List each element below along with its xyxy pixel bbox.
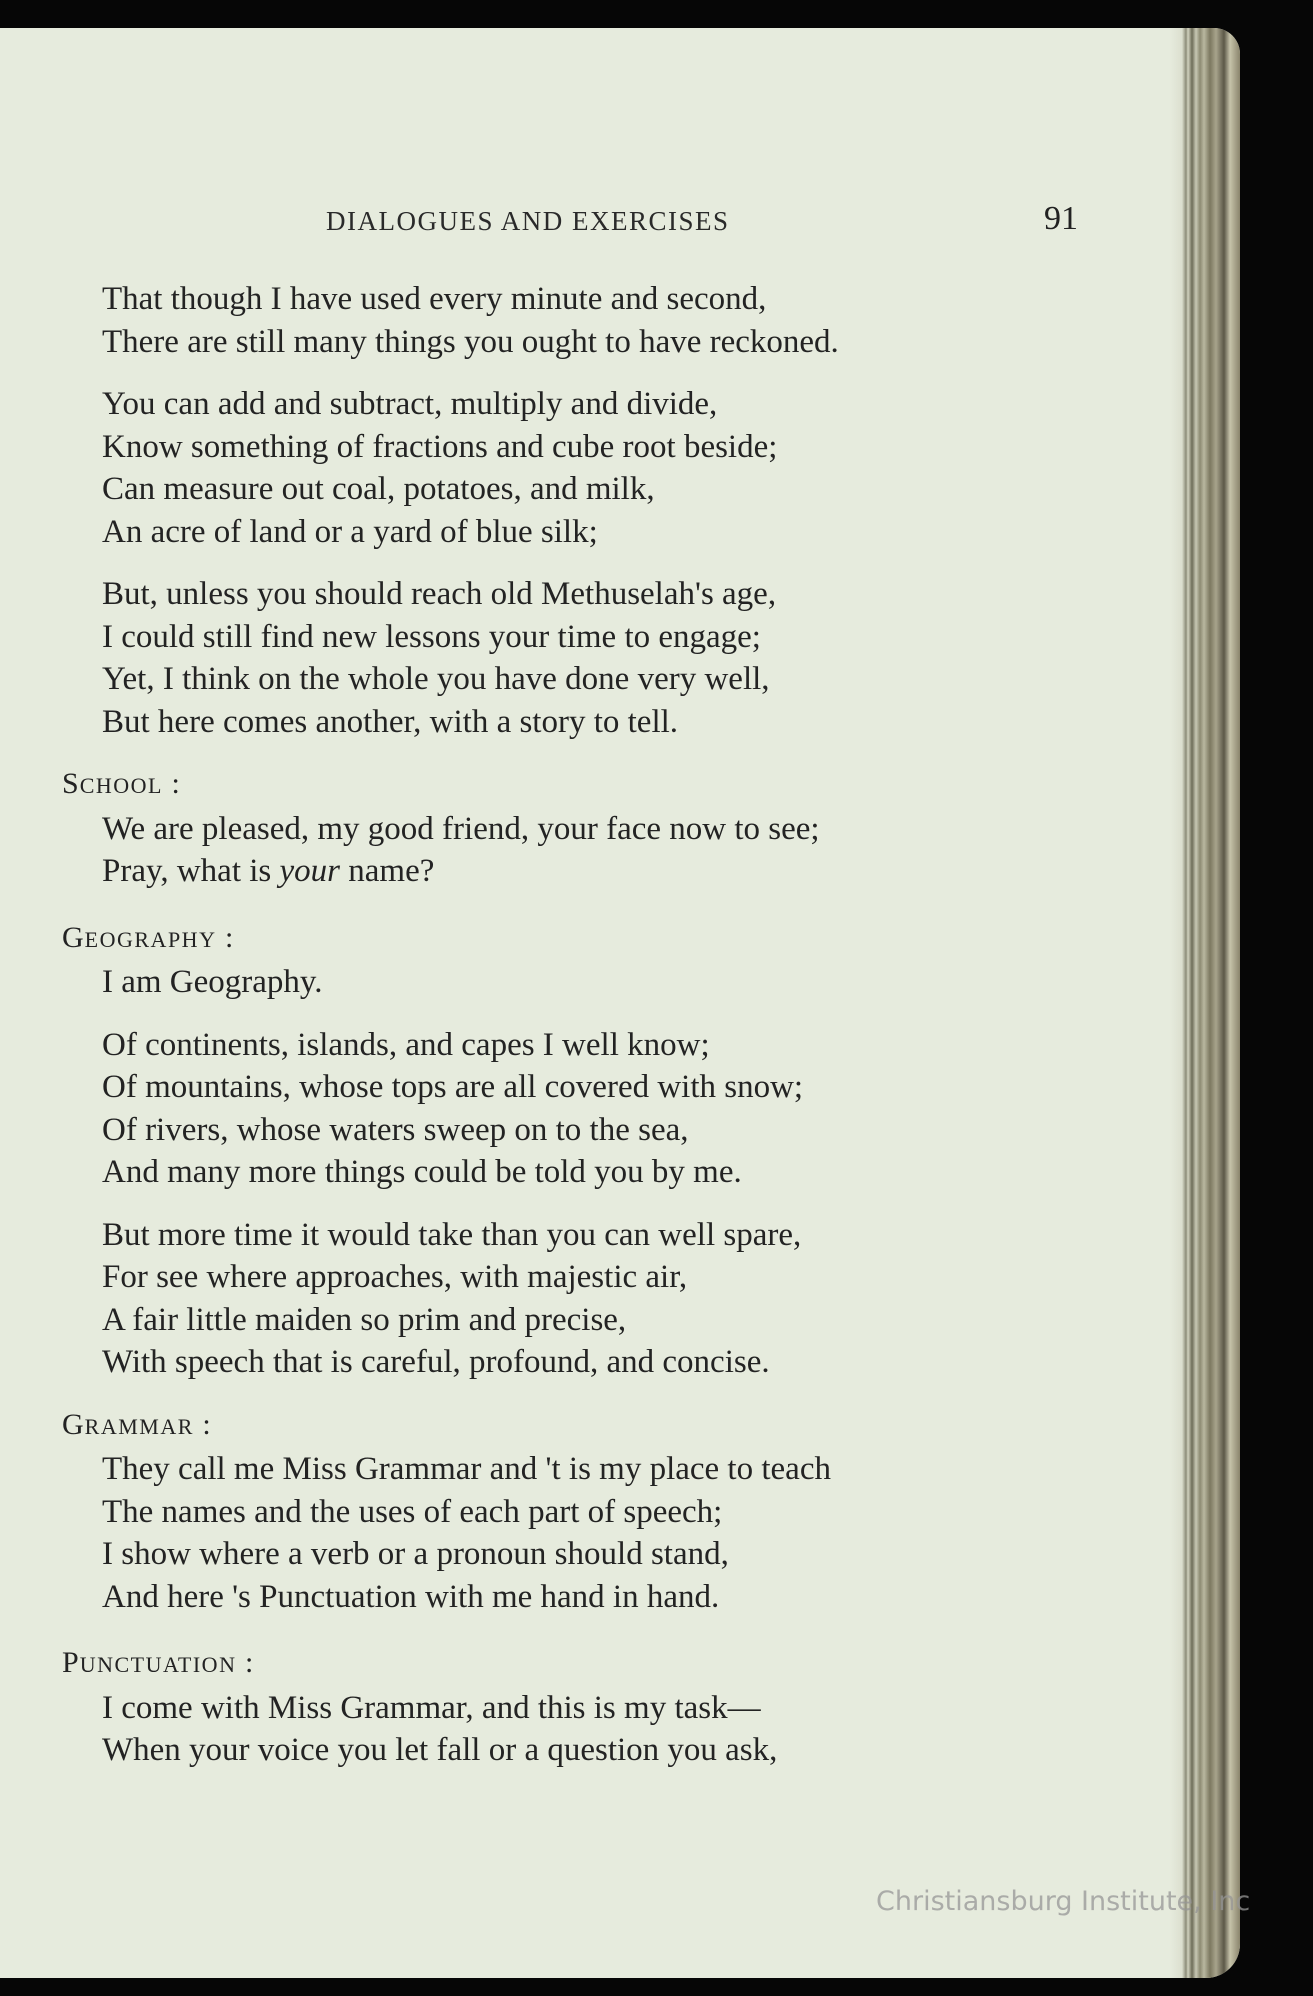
- speaker-label: PUNCTUATION :: [62, 1646, 255, 1679]
- stanza: [62, 1214, 1112, 1384]
- poem-text: [62, 278, 1112, 1772]
- verse-line: An acre of land or a yard of blue silk;: [102, 513, 598, 550]
- speaker-label: GEOGRAPHY :: [62, 920, 235, 954]
- verse-line: Can measure out coal, potatoes, and milk,: [102, 471, 655, 507]
- verse-segment: name?: [340, 853, 435, 889]
- speaker-name: PUNCTUATION: [62, 1646, 237, 1679]
- verse-line: But, unless you should reach old Methuselah's age,: [102, 576, 777, 612]
- speaker-name: GEOGRAPHY: [62, 920, 217, 954]
- speaker-name: GRAMMAR: [62, 1407, 194, 1441]
- watermark: Christiansburg Institute, Inc: [876, 1886, 1251, 1917]
- page-edge: [1170, 28, 1240, 1978]
- verse-line: And here 's Punctuation with me hand in hand.: [102, 1578, 720, 1615]
- verse-line: With speech that is careful, profound, and concise.: [102, 1344, 770, 1380]
- geography-part: [62, 917, 1112, 1384]
- verse-line: I show where a verb or a pronoun should stand,: [102, 1536, 729, 1572]
- stanza: [62, 383, 1112, 553]
- grammar-part: [62, 1404, 1112, 1619]
- speaker-label: GRAMMAR :: [62, 1407, 212, 1441]
- verse-line: Know something of fractions and cube root beside;: [102, 428, 778, 465]
- verse-line: But more time it would take than you can well spare,: [102, 1216, 802, 1253]
- verse-line: When your voice you let fall or a question you ask,: [102, 1732, 778, 1768]
- verse-line: You can add and subtract, multiply and divide,: [102, 386, 718, 422]
- verse-line: That though I have used every minute and second,: [102, 281, 767, 317]
- verse-line: I am Geography.: [102, 964, 323, 1000]
- verse-line: There are still many things you ought to have reckoned.: [102, 323, 839, 360]
- verse-line: Of rivers, whose waters sweep on to the sea,: [102, 1111, 689, 1148]
- italic-word: your: [279, 853, 341, 889]
- punctuation-part: [62, 1642, 1112, 1772]
- verse-segment: Pray, what is: [102, 853, 280, 889]
- verse-line: Of continents, islands, and capes I well know;: [102, 1026, 710, 1063]
- verse-line: But here comes another, with a story to tell.: [102, 703, 679, 740]
- stanza: [62, 278, 1112, 363]
- stanza: [62, 1024, 1112, 1194]
- page-header: [0, 178, 1240, 237]
- verse-line: For see where approaches, with majestic air,: [102, 1259, 688, 1295]
- verse-line: I come with Miss Grammar, and this is my task—: [102, 1689, 761, 1726]
- verse-line: And many more things could be told you by me.: [102, 1154, 742, 1190]
- verse-line: They call me Miss Grammar and 't is my place to teach: [102, 1451, 831, 1487]
- stanza: [62, 573, 1112, 743]
- speaker-name: SCHOOL: [62, 767, 163, 800]
- book-page: [0, 28, 1240, 1978]
- verse-line: A fair little maiden so prim and precise,: [102, 1301, 627, 1338]
- page-number: 91: [1044, 200, 1078, 237]
- verse-line: The names and the uses of each part of speech;: [102, 1493, 723, 1530]
- school-part: [62, 763, 1112, 893]
- verse-line: Yet, I think on the whole you have done very well,: [102, 661, 770, 697]
- stanza: [62, 961, 1112, 1004]
- running-title: DIALOGUES AND EXERCISES: [326, 206, 730, 236]
- verse-line: [62, 850, 1112, 893]
- verse-line: Of mountains, whose tops are all covered with snow;: [102, 1069, 804, 1105]
- verse-line: We are pleased, my good friend, your face now to see;: [102, 810, 820, 847]
- speaker-label: SCHOOL :: [62, 767, 181, 800]
- verse-line: I could still find new lessons your time to engage;: [102, 618, 761, 655]
